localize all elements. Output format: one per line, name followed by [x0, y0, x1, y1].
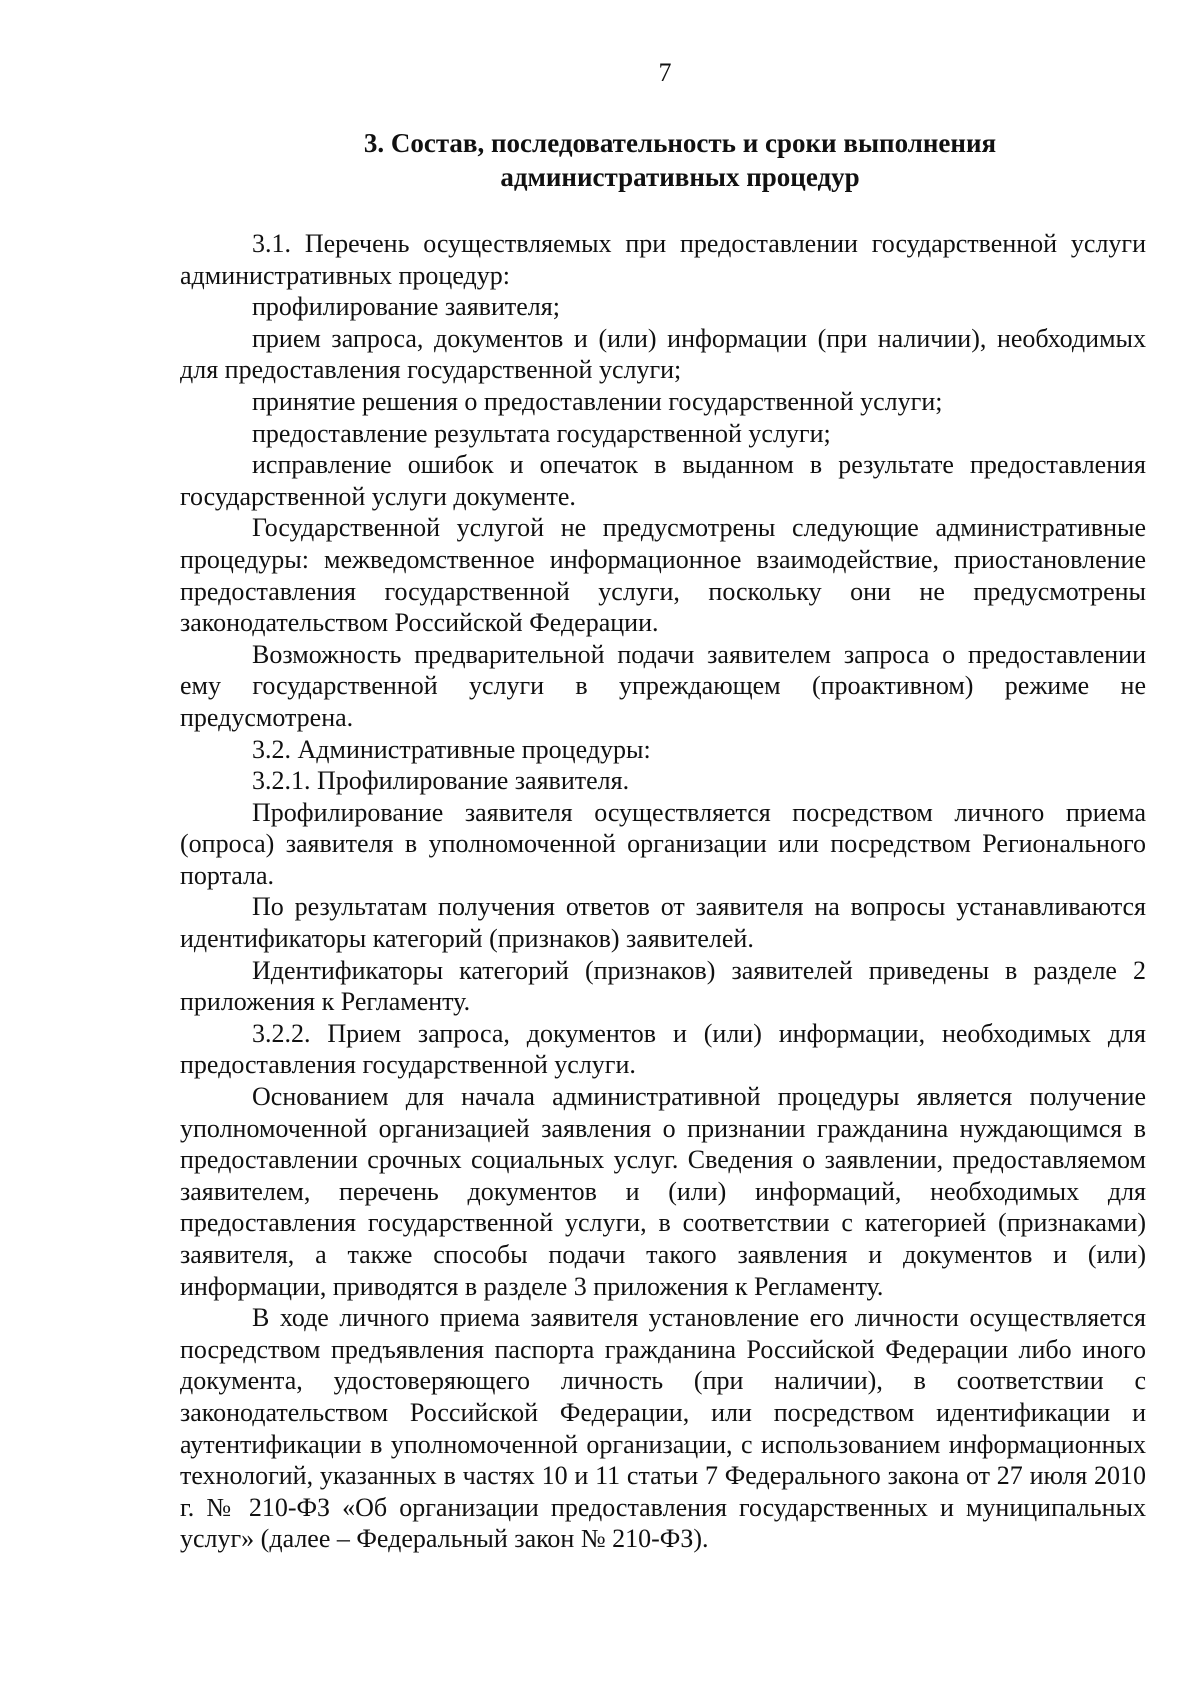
section-title-line-2: административных процедур: [500, 162, 860, 192]
paragraph-3-2-2: 3.2.2. Прием запроса, документов и (или) информации, необходимых для предоставления государственной услуги.: [180, 1018, 1146, 1080]
document-body: [180, 228, 1146, 1555]
paragraph-3-2: 3.2. Административные процедуры:: [252, 734, 651, 764]
paragraph-identifiers-reference: Идентификаторы категорий (признаков) заявителей приведены в разделе 2 приложения к Регламенту.: [180, 955, 1146, 1017]
paragraph-basis: Основанием для начала административной процедуры является получение уполномоченной организацией заявления о признании гражданина нуждающимся в предоставлении срочных социальных услуг. Сведения о заявлении, предоставляемом заявителем, перечень документов и (или) информаций, необходимых для предоставления государственной услуги, в соответствии с категорией (признаками) заявителя, а также способы подачи такого заявления и документов и (или) информации, приводятся в разделе 3 приложения к Регламенту.: [180, 1082, 1146, 1301]
list-item-decision: принятие решения о предоставлении государственной услуги;: [252, 386, 943, 416]
paragraph-proactive-mode: Возможность предварительной подачи заявителем запроса о предоставлении ему государственной услуги в упреждающем (проактивном) режиме не предусмотрена.: [180, 639, 1146, 732]
paragraph-identity-verification: В ходе личного приема заявителя установление его личности осуществляется посредством предъявления паспорта гражданина Российской Федерации либо иного документа, удостоверяющего личность (при наличии), в соответствии с законодательством Российской Федерации, или посредством идентификации и аутентификации в уполномоченной организации, с использованием информационных технологий, указанных в частях 10 и 11 статьи 7 Федерального закона от 27 июля 2010 г. № 210-ФЗ «Об организации предоставления государственных и муниципальных услуг» (далее – Федеральный закон № 210-ФЗ).: [180, 1303, 1146, 1554]
paragraph-3-1: 3.1. Перечень осуществляемых при предоставлении государственной услуги административных процедур:: [180, 229, 1146, 290]
page-number: 7: [658, 58, 672, 87]
list-item-profiling: профилирование заявителя;: [252, 292, 560, 322]
paragraph-profiling-method: Профилирование заявителя осуществляется посредством личного приема (опроса) заявителя в уполномоченной организации или посредством Регионального портала.: [180, 797, 1146, 890]
section-title: [180, 126, 1180, 194]
list-item-error-correction: исправление ошибок и опечаток в выданном в результате предоставления государственной услуги документе.: [180, 450, 1146, 511]
section-title-line-1: 3. Состав, последовательность и сроки выполнения: [363, 128, 997, 158]
list-item-result: предоставление результата государственной услуги;: [252, 418, 831, 448]
paragraph-not-provided-procedures: Государственной услугой не предусмотрены следующие административные процедуры: межведомственное информационное взаимодействие, приостановление предоставления государственной услуги, поскольку они не предусмотрены законодательством Российской Федерации.: [180, 513, 1146, 638]
list-item-request-intake: прием запроса, документов и (или) информации (при наличии), необходимых для предоставления государственной услуги;: [180, 323, 1146, 385]
paragraph-identifiers: По результатам получения ответов от заявителя на вопросы устанавливаются идентификаторы категорий (признаков) заявителей.: [180, 892, 1146, 954]
paragraph-3-2-1: 3.2.1. Профилирование заявителя.: [252, 766, 630, 796]
